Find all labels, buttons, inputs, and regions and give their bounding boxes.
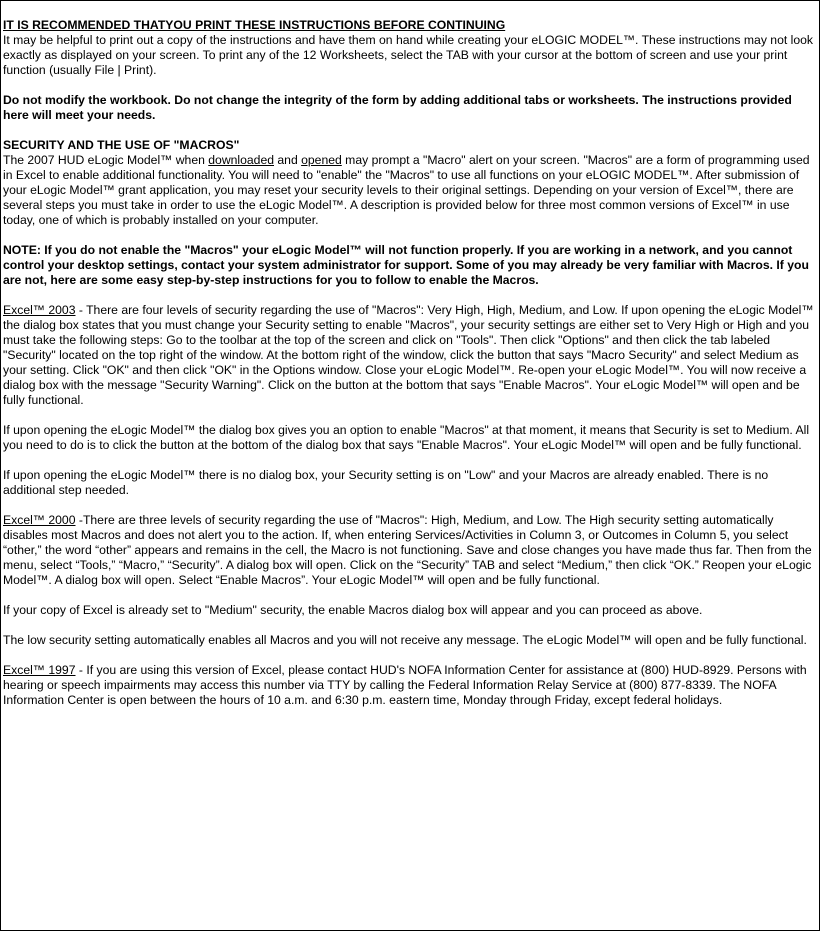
print-recommendation <box>3 18 818 78</box>
security-heading: SECURITY AND THE USE OF "MACROS" <box>3 138 240 152</box>
excel-1997-section <box>3 663 818 708</box>
downloaded-link: downloaded <box>208 153 274 167</box>
opened-link: opened <box>301 153 342 167</box>
print-heading: IT IS RECOMMENDED THATYOU PRINT THESE INSTRUCTIONS BEFORE CONTINUING <box>3 18 506 32</box>
macros-note: NOTE: If you do not enable the "Macros" your eLogic Model™ will not function properly. If you are working in a network, and you cannot control your desktop settings, contact your system administrator for support. Some of you may already be very familiar with Macros. If you are not, here are some easy step-by-step instructions for you to follow to enable the Macros. <box>3 243 809 287</box>
security-text-and: and <box>274 153 302 167</box>
excel-2003-label: Excel™ 2003 <box>3 303 76 317</box>
excel-1997-label: Excel™ 1997 <box>3 663 76 677</box>
security-text-a: The 2007 HUD eLogic Model™ when <box>3 153 209 167</box>
excel-2000-medium: If your copy of Excel is already set to "Medium" security, the enable Macros dialog box will appear and you can proceed as above. <box>3 603 703 617</box>
instructions-text <box>3 18 818 723</box>
excel-2000-text: -There are three levels of security regarding the use of "Macros": High, Medium, and Low. The High security setting automatically disables most Macros and does not alert you to the action. If, when entering Services/Activities in Column 3, or Outcomes in Column 5, you select “other,” the word “other” appears and remains in the cell, the Macro is not functioning. Save and close changes you have made thus far. Then from the menu, select “Tools,” “Macro,” “Security”. A dialog box will open. Click on the “Security” TAB and select “Medium,” then click “OK.” Reopen your eLogic Model™. A dialog box will open. Select “Enable Macros”. Your eLogic Model™ will open and be fully functional. <box>3 513 812 587</box>
excel-2000-label: Excel™ 2000 <box>3 513 76 527</box>
modify-warning: Do not modify the workbook. Do not change the integrity of the form by adding additional tabs or worksheets. The instructions provided here will meet your needs. <box>3 93 792 122</box>
security-section <box>3 138 818 228</box>
excel-2000-low: The low security setting automatically enables all Macros and you will not receive any message. The eLogic Model™ will open and be fully functional. <box>3 633 807 647</box>
intro-paragraph: It may be helpful to print out a copy of the instructions and have them on hand while creating your eLOGIC MODEL™. These instructions may not look exactly as displayed on your screen. To print any of the 12 Worksheets, select the TAB with your cursor at the bottom of screen and use your print function (usually File | Print). <box>3 33 813 77</box>
excel-1997-text: - If you are using this version of Excel, please contact HUD's NOFA Information Center for assistance at (800) HUD-8929. Persons with hearing or speech impairments may access this number via TTY by calling the Federal Information Relay Service at (800) 877-8339. The NOFA Information Center is open between the hours of 10 a.m. and 6:30 p.m. eastern time, Monday through Friday, except federal holidays. <box>3 663 807 707</box>
security-text-b: may prompt a "Macro" alert on your screen. "Macros" are a form of programming used in Excel to enable additional functionality. You will need to "enable" the "Macros" to use all functions on your eLOGIC MODEL™. After submission of your eLogic Model™ grant application, you may reset your security levels to their original settings. Depending on your version of Excel™, there are several steps you must take in order to use the eLogic Model™. A description is provided below for three most common versions of Excel™ in use today, one of which is probably installed on your computer. <box>3 153 810 227</box>
excel-2003-section <box>3 303 818 408</box>
excel-2003-low: If upon opening the eLogic Model™ there is no dialog box, your Security setting is on "Low" and your Macros are already enabled. There is no additional step needed. <box>3 468 769 497</box>
excel-2000-section <box>3 513 818 588</box>
excel-2003-text: - There are four levels of security regarding the use of "Macros": Very High, High, Medium, and Low. If upon opening the eLogic Model™ the dialog box states that you must change your Security setting to enable "Macros", your security settings are either set to Very High or High and you must take the following steps: Go to the toolbar at the top of the screen and click on "Tools". Then click "Options" and then click the tab labeled "Security" located on the top right of the window. At the bottom right of the window, click the button that says "Macro Security" and select Medium as your setting. Click "OK" and then click "OK" in the Options window. Close your eLogic Model™. Re-open your eLogic Model™. You will now receive a dialog box with the message "Security Warning". Click on the button at the bottom that says "Enable Macros". Your eLogic Model™ will open and be fully functional. <box>3 303 814 407</box>
excel-2003-medium: If upon opening the eLogic Model™ the dialog box gives you an option to enable "Macros" at that moment, it means that Security is set to Medium. All you need to do is to click the button at the bottom of the dialog box that says "Enable Macros". Your eLogic Model™ will open and be fully functional. <box>3 423 810 452</box>
